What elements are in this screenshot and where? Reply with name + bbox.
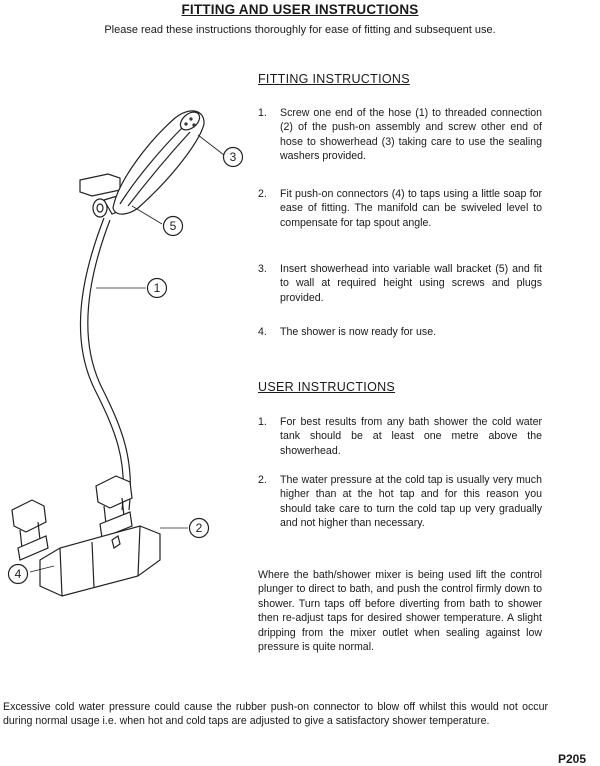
leader-line-5	[132, 206, 162, 224]
fitting-item-3	[258, 262, 542, 308]
fitting-item-number: 3.	[258, 263, 267, 275]
user-item-number: 1.	[258, 416, 267, 428]
showerhead-drawing	[113, 109, 204, 215]
pressure-warning: Excessive cold water pressure could cause the rubber push-on connector to blow off whilst this would not occur during normal usage i.e. when hot and cold taps are adjusted to give a satisfactory shower temperature.	[3, 701, 548, 728]
left-tap-drawing	[12, 500, 48, 560]
fitting-item-1	[258, 106, 542, 166]
callout-label-5: 5	[169, 219, 177, 233]
fitting-item-number: 4.	[258, 326, 267, 338]
product-code: P205	[557, 752, 586, 766]
fitting-item-number: 2.	[258, 188, 267, 200]
user-heading: USER INSTRUCTIONS	[258, 380, 396, 394]
callout-label-1: 1	[153, 281, 161, 295]
fitting-item-2	[258, 187, 542, 233]
leader-line-3	[198, 135, 224, 155]
user-item-2	[258, 473, 542, 533]
fitting-item-text: Screw one end of the hose (1) to threaded connection (2) of the push-on assembly and screw other end of hose to showerhead (3) taking care to use the sealing washers provided.	[280, 107, 542, 163]
right-tap-drawing	[96, 476, 132, 538]
user-item-text: For best results from any bath shower the cold water tank should be at least one metre above the showerhead.	[280, 416, 542, 457]
callout-label-4: 4	[14, 567, 22, 581]
fitting-item-4	[258, 325, 542, 341]
fitting-item-text: The shower is now ready for use.	[280, 326, 437, 338]
intro-text: Please read these instructions thoroughly for ease of fitting and subsequent use.	[104, 24, 496, 36]
user-paragraph: Where the bath/shower mixer is being used lift the control plunger to direct to bath, and push the control firmly down to shower. Turn taps off before diverting from bath to shower then re-adjust taps for desired shower temperature. A slight dripping from the mixer outlet when sealing against low pressure is quite normal.	[258, 569, 542, 654]
callout-label-2: 2	[195, 521, 203, 535]
fitting-heading: FITTING INSTRUCTIONS	[258, 72, 410, 86]
user-item-text: The water pressure at the cold tap is usually very much higher than at the hot tap and for this reason you should take care to turn the cold tap up very gradually and not higher than necessary.	[280, 474, 542, 530]
hose-drawing	[80, 218, 130, 510]
page-title: FITTING AND USER INSTRUCTIONS	[181, 2, 419, 17]
fitting-item-text: Insert showerhead into variable wall bracket (5) and fit to wall at required height using screws and plugs provided.	[280, 263, 542, 304]
fitting-item-text: Fit push-on connectors (4) to taps using a little soap for ease of fitting. The manifold can be swiveled level to compensate for tap spout angle.	[280, 188, 542, 229]
user-item-number: 2.	[258, 474, 267, 486]
fitting-item-number: 1.	[258, 107, 267, 119]
callout-label-3: 3	[229, 150, 237, 164]
user-item-1	[258, 415, 542, 461]
manifold-drawing	[40, 526, 160, 596]
